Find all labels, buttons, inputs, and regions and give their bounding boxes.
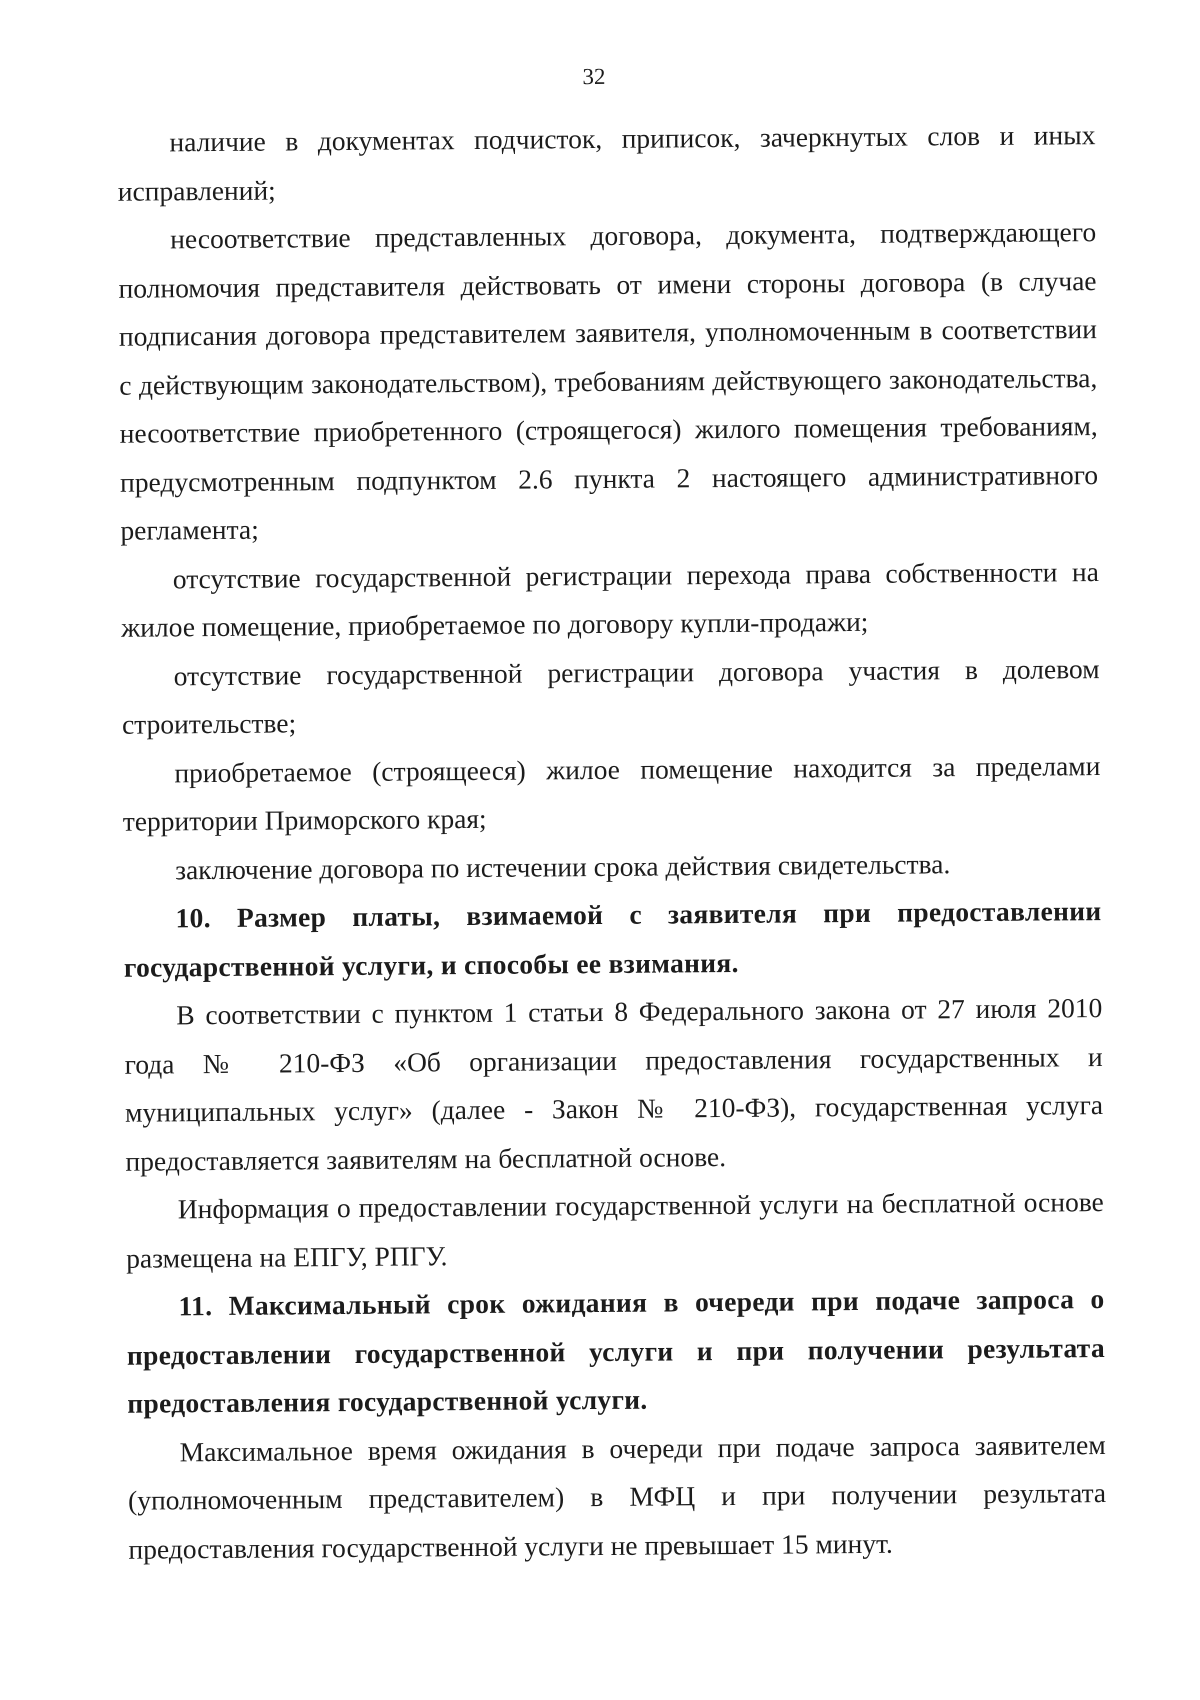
section-heading: 10. Размер платы, взимаемой с заявителя при предоставлении государственной услуги, и способы ее взимания.: [123, 895, 1102, 983]
paragraph: Информация о предоставлении государственной услуги на бесплатной основе размещена на ЕПГУ, РПГУ.: [126, 1186, 1104, 1274]
paragraph: отсутствие государственной регистрации перехода права собственности на жилое помещение, приобретаемое по договору купли-продажи;: [121, 555, 1099, 643]
paragraph: наличие в документах подчисток, приписок, зачеркнутых слов и иных исправлений;: [117, 119, 1096, 207]
section-heading: 11. Максимальный срок ожидания в очереди при подаче запроса о предоставлении государственной услуги и при получении результата предоставления государственной услуги.: [126, 1283, 1106, 1419]
page-number: 32: [582, 63, 606, 90]
document-body: [117, 111, 1106, 1574]
paragraph: заключение договора по истечении срока действия свидетельства.: [175, 847, 951, 885]
paragraph: приобретаемое (строящееся) жилое помещение находится за пределами территории Приморского края;: [122, 749, 1101, 837]
paragraph: В соответствии с пунктом 1 статьи 8 Федерального закона от 27 июля 2010 года № 210-ФЗ «Об организации предоставления государственных и муниципальных услуг» (далее - Закон № 210-ФЗ), государственная услуга предоставляется заявителям на бесплатной основе.: [124, 992, 1104, 1177]
paragraph: несоответствие представленных договора, документа, подтверждающего полномочия представителя действовать от имени стороны договора (в случае подписания договора представителем заявителя, уполномоченным в соответствии с действующим законодательством), требованиям действующего законодательства, несоответствие приобретенного (строящегося) жилого помещения требованиям, предусмотренным подпунктом 2.6 пункта 2 настоящего административного регламента;: [118, 216, 1099, 546]
paragraph: отсутствие государственной регистрации договора участия в долевом строительстве;: [121, 652, 1100, 740]
paragraph: Максимальное время ожидания в очереди при подаче запроса заявителем (уполномоченным представителем) в МФЦ и при получении результата предоставления государственной услуги не превышает 15 минут.: [127, 1428, 1107, 1565]
